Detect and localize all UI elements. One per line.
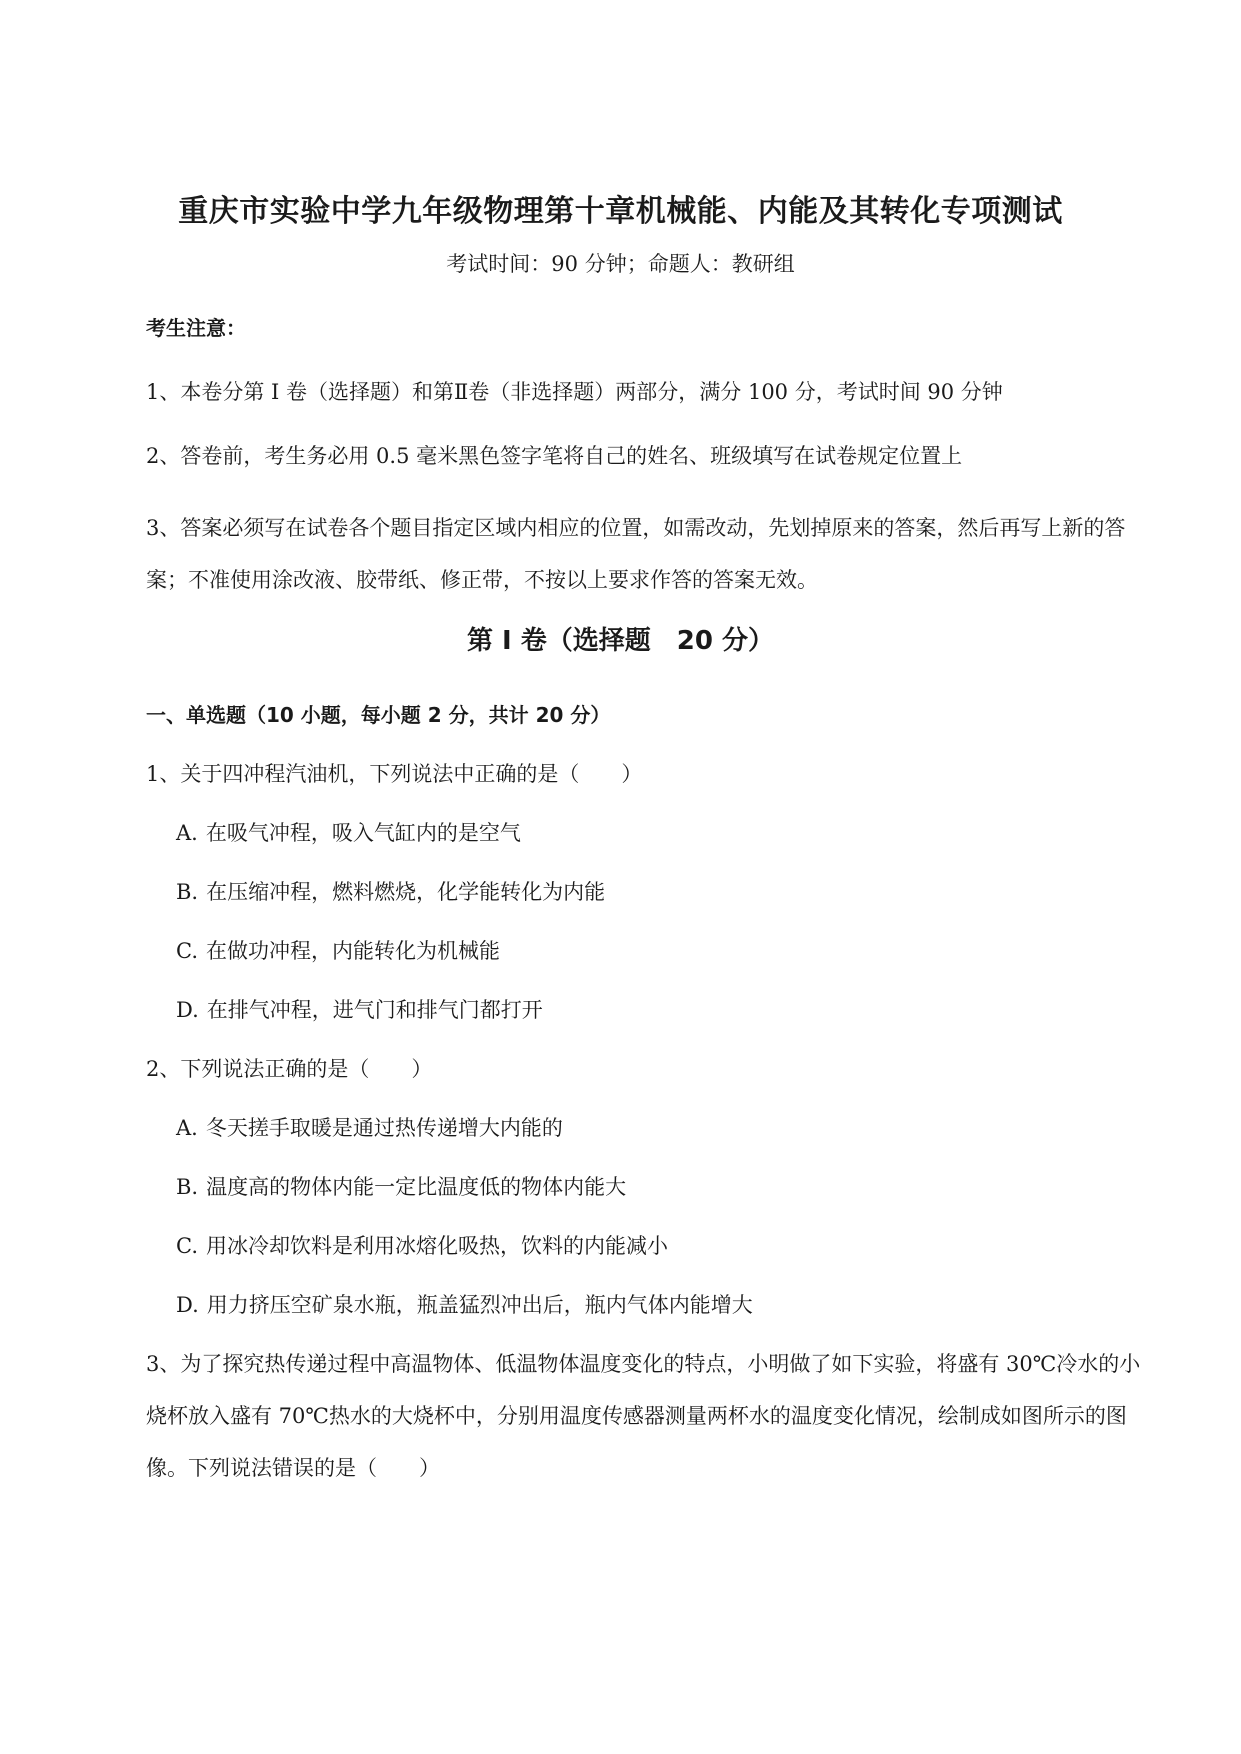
option-letter: A.: [176, 1116, 198, 1140]
option-text: 冬天搓手取暖是通过热传递增大内能的: [205, 1116, 563, 1140]
option-text: 用力挤压空矿泉水瓶，瓶盖猛烈冲出后，瓶内气体内能增大: [206, 1293, 753, 1317]
section-title: 第 I 卷（选择题 20 分）: [466, 626, 774, 656]
question-1-option-c: [176, 933, 500, 969]
notice-title: 考生注意：: [146, 316, 246, 340]
option-letter: B.: [176, 880, 199, 904]
option-letter: D.: [176, 998, 199, 1022]
option-text: 在排气冲程，进气门和排气门都打开: [206, 998, 543, 1022]
option-text: 在压缩冲程，燃料燃烧，化学能转化为内能: [206, 880, 606, 904]
question-1-stem: 1、关于四冲程汽油机，下列说法中正确的是（ ）: [146, 762, 643, 786]
question-1-option-a: [176, 815, 521, 851]
question-2-option-a: [176, 1110, 563, 1146]
question-2-option-b: [176, 1169, 626, 1205]
option-letter: D.: [176, 1293, 199, 1317]
question-2-option-d: [176, 1287, 753, 1323]
notice-item: 1、本卷分第 I 卷（选择题）和第Ⅱ卷（非选择题）两部分，满分 100 分，考试时间 90 分钟: [146, 380, 1003, 404]
exam-info: 考试时间：90 分钟；命题人：教研组: [446, 252, 795, 276]
part-title: 一、单选题（10 小题，每小题 2 分，共计 20 分）: [146, 703, 611, 727]
notice-item: 3、答案必须写在试卷各个题目指定区域内相应的位置，如需改动，先划掉原来的答案，然后再写上新的答案；不准使用涂改液、胶带纸、修正带，不按以上要求作答的答案无效。: [146, 516, 1126, 592]
question-1-option-d: [176, 992, 543, 1028]
notice-item: 2、答卷前，考生务必用 0.5 毫米黑色签字笔将自己的姓名、班级填写在试卷规定位置上: [146, 444, 963, 468]
question-2-stem: 2、下列说法正确的是（ ）: [146, 1057, 433, 1081]
option-letter: A.: [176, 821, 198, 845]
option-letter: B.: [176, 1175, 199, 1199]
question-2-option-c: [176, 1228, 668, 1264]
option-text: 在吸气冲程，吸入气缸内的是空气: [205, 821, 521, 845]
question-3-stem: 3、为了探究热传递过程中高温物体、低温物体温度变化的特点，小明做了如下实验，将盛有 30℃冷水的小烧杯放入盛有 70℃热水的大烧杯中，分别用温度传感器测量两杯水的温度变化情况，绘制成如图所示的图像。下列说法错误的是（ ）: [146, 1352, 1141, 1480]
option-text: 温度高的物体内能一定比温度低的物体内能大: [206, 1175, 627, 1199]
document-title: 重庆市实验中学九年级物理第十章机械能、内能及其转化专项测试: [178, 194, 1063, 229]
question-1-option-b: [176, 874, 605, 910]
option-letter: C.: [176, 939, 198, 963]
option-text: 在做功冲程，内能转化为机械能: [206, 939, 500, 963]
option-letter: C.: [176, 1234, 198, 1258]
option-text: 用冰冷却饮料是利用冰熔化吸热，饮料的内能减小: [206, 1234, 668, 1258]
